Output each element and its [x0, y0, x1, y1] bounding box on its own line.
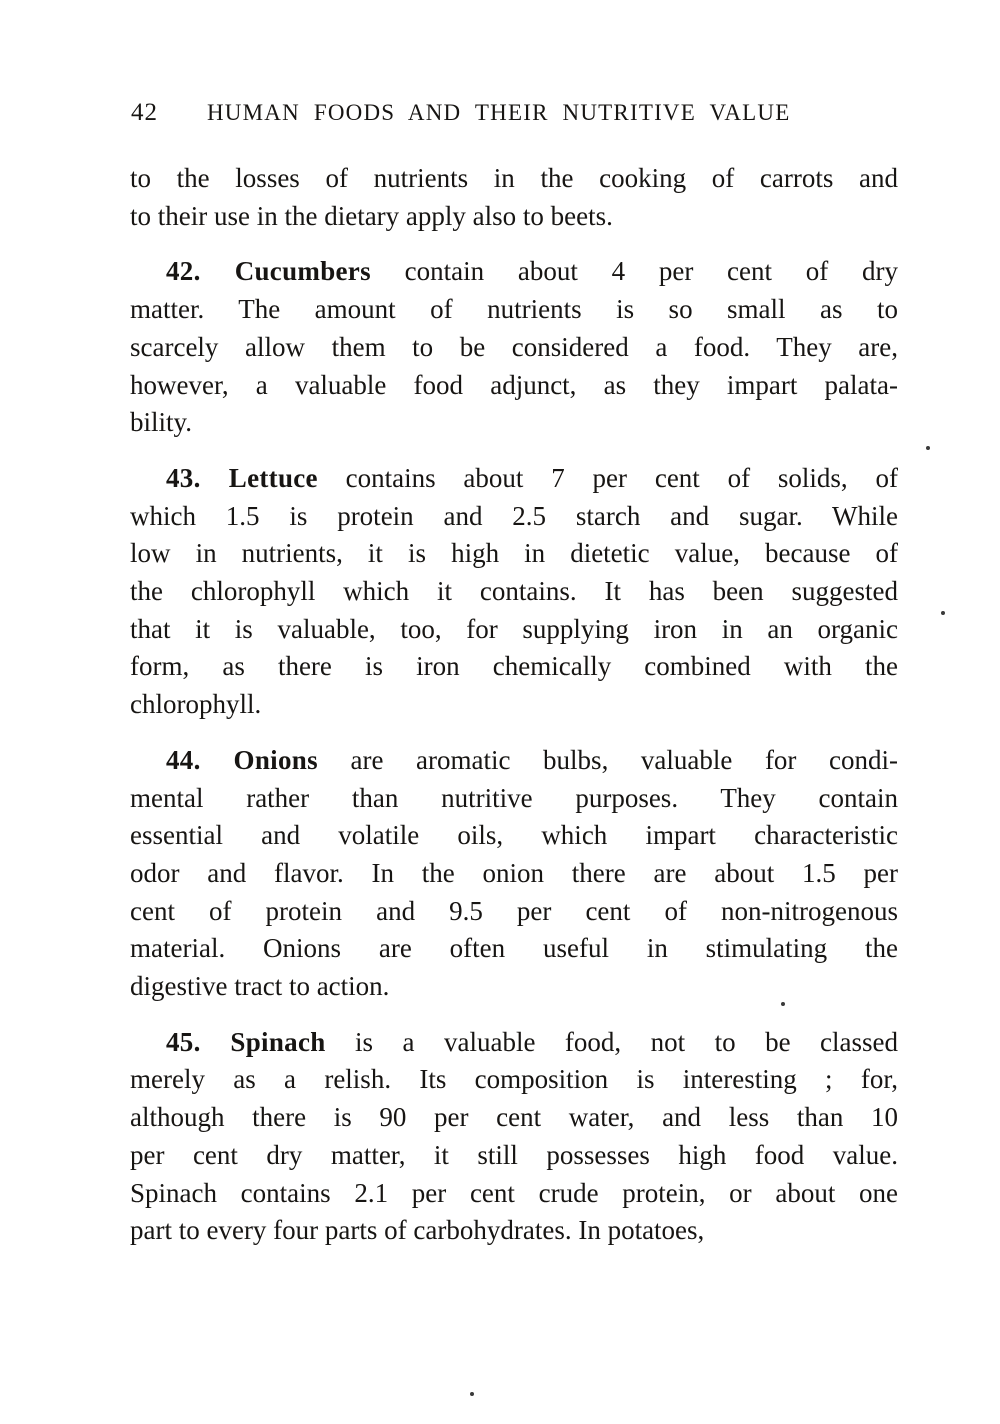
text-line: matter. The amount of nutrients is so small as to	[130, 294, 898, 325]
text-line: to their use in the dietary apply also to beets.	[130, 200, 613, 231]
text-line: per cent dry matter, it still possesses high food value.	[130, 1139, 898, 1170]
page-number: 42	[131, 99, 158, 126]
text-line: form, as there is iron chemically combined with the	[130, 651, 898, 682]
paragraph-continuation	[130, 160, 898, 235]
text-line: merely as a relish. Its composition is interesting ; for,	[130, 1064, 898, 1095]
text-line: digestive tract to action.	[130, 971, 390, 1002]
page-header	[0, 97, 1000, 133]
paragraph-42-cucumbers	[130, 253, 898, 442]
text-line: however, a valuable food adjunct, as they impart palata-	[130, 369, 898, 400]
text-line: 43. Lettuce contains about 7 per cent of solids, of	[166, 462, 898, 493]
text-body	[130, 160, 898, 1250]
text-line: 44. Onions are aromatic bulbs, valuable for condi-	[166, 744, 898, 775]
paragraph-lead: 43. Lettuce	[166, 462, 318, 493]
text-line: scarcely allow them to be considered a food. They are,	[130, 331, 898, 362]
text-line: low in nutrients, it is high in dietetic value, because of	[130, 538, 898, 569]
paragraph-lead: 42. Cucumbers	[166, 256, 371, 287]
scan-speck	[781, 1002, 785, 1006]
paragraph-45-spinach	[130, 1024, 898, 1250]
scan-speck	[470, 1392, 474, 1396]
text-line: although there is 90 per cent water, and less than 10	[130, 1102, 898, 1133]
paragraph-44-onions	[130, 742, 898, 1006]
paragraph-43-lettuce	[130, 460, 898, 724]
text-line: bility.	[130, 407, 193, 438]
text-line: to the losses of nutrients in the cooking of carrots and	[130, 163, 898, 193]
text-line: odor and flavor. In the onion there are about 1.5 per	[130, 857, 898, 888]
text-line: essential and volatile oils, which impart characteristic	[130, 820, 898, 851]
text-line: 45. Spinach is a valuable food, not to be classed	[166, 1026, 898, 1057]
running-title: HUMAN FOODS AND THEIR NUTRITIVE VALUE	[207, 100, 791, 125]
text-line: 42. Cucumbers contain about 4 per cent of dry	[166, 256, 898, 287]
text-line: the chlorophyll which it contains. It has been suggested	[130, 576, 898, 607]
text-line: that it is valuable, too, for supplying iron in an organic	[130, 613, 898, 644]
scan-speck	[941, 611, 945, 615]
text-line: cent of protein and 9.5 per cent of non-nitrogenous	[130, 895, 898, 926]
paragraph-lead: 44. Onions	[166, 744, 318, 775]
text-line: part to every four parts of carbohydrates. In potatoes,	[130, 1215, 705, 1246]
text-line: material. Onions are often useful in stimulating the	[130, 933, 898, 964]
text-line: which 1.5 is protein and 2.5 starch and sugar. While	[130, 500, 898, 531]
text-line: Spinach contains 2.1 per cent crude protein, or about one	[130, 1177, 898, 1208]
text-line: chlorophyll.	[130, 689, 262, 720]
scan-speck	[926, 446, 930, 450]
text-line: mental rather than nutritive purposes. They contain	[130, 782, 898, 813]
paragraph-lead: 45. Spinach	[166, 1026, 326, 1057]
